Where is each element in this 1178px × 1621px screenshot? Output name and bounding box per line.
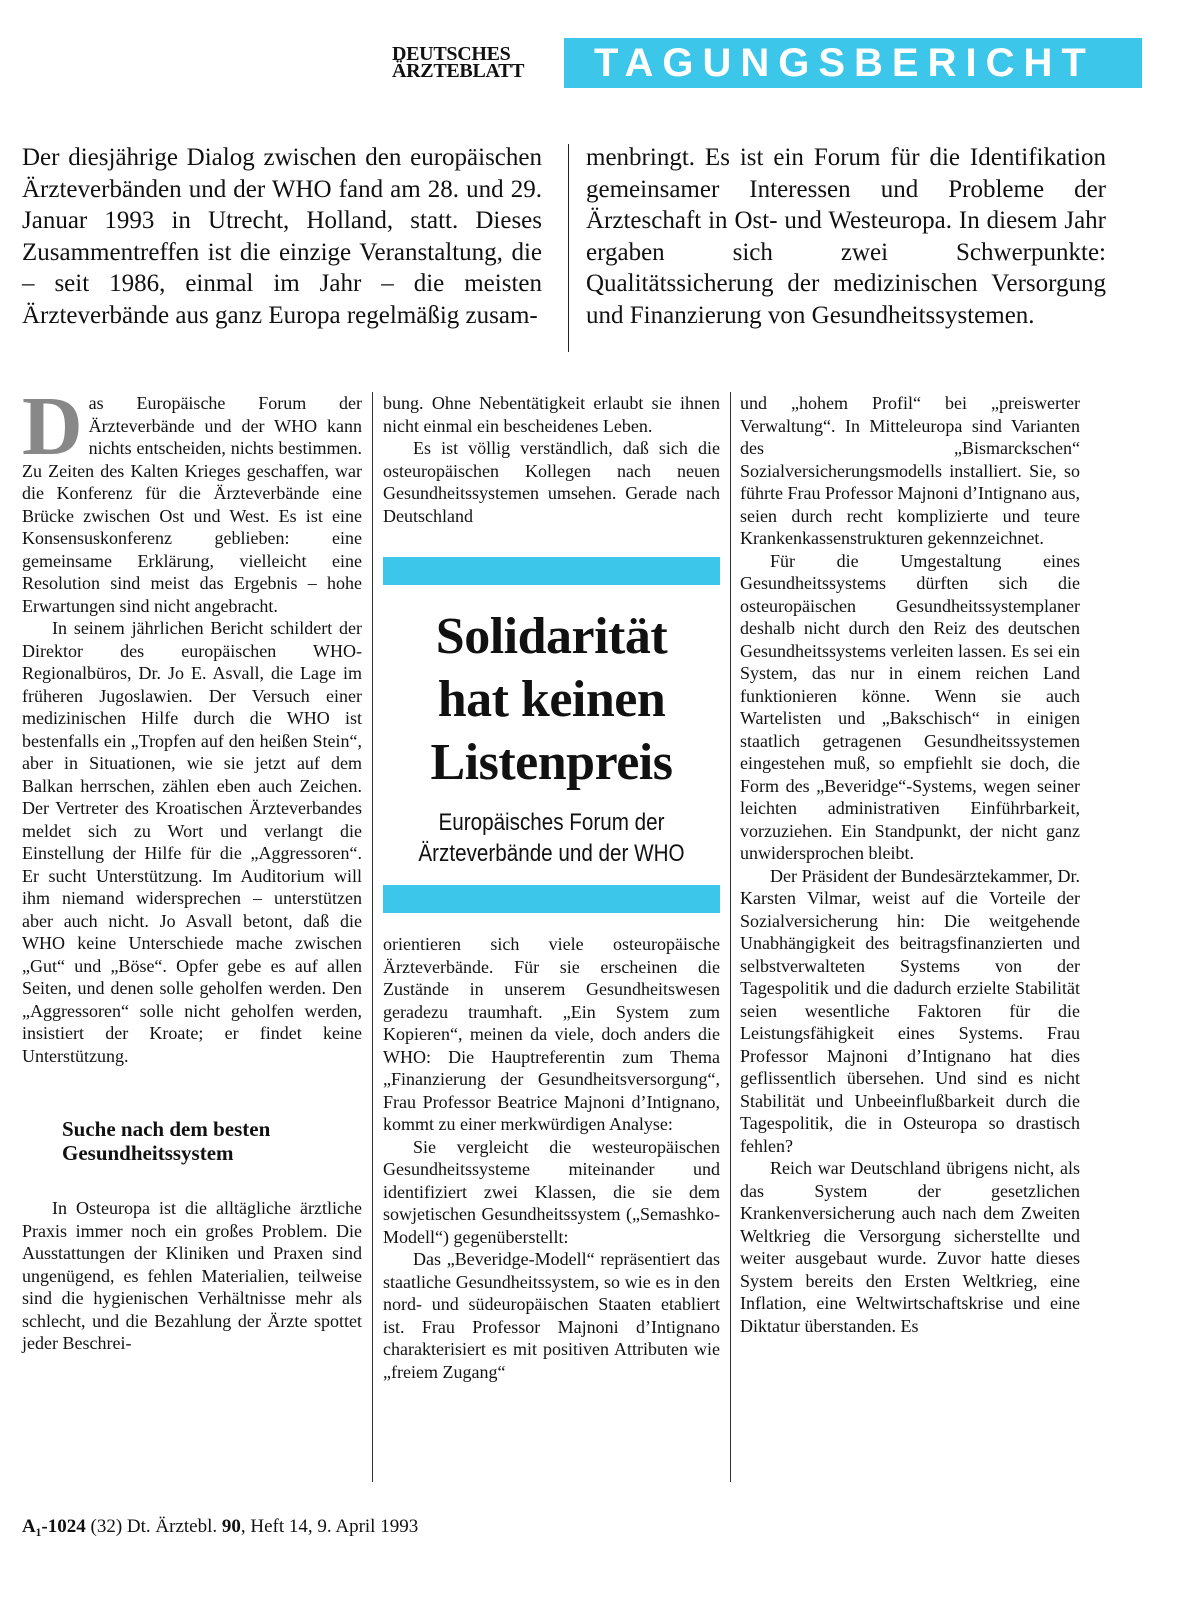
citation-volume: 90: [221, 1516, 241, 1537]
article-column-1: [22, 380, 362, 1355]
paragraph: Für die Umgestaltung eines Gesundheitssystems dürften sich die osteuropäischen Gesundheitssystemplaner deshalb nicht durch den Reiz des deutschen Gesundheitssystems verleiten lassen. Es sei ein System, das nur in einem reichen Land funktionieren könne. Wenn sie auch Wartelisten und „Bakschisch“ in einigen staatlich getragenen Gesundheitssystemen eingestehen muß, so empfiehlt sie doch, die Form des „Beveridge“-Systems, wegen seiner leichten administrativen Einführbarkeit, vorzuziehen. Ein Standpunkt, der nicht ganz unwidersprochen bleibt.: [740, 550, 1080, 863]
masthead: [392, 38, 1142, 86]
paragraph: [22, 380, 362, 617]
column-divider-2: [730, 392, 731, 1482]
lead-column-left: Der diesjährige Dialog zwischen den europäischen Ärzteverbänden und der WHO fand am 28. und 29. Januar 1993 in Utrecht, Holland, statt. Dieses Zusammentreffen ist die einzige Veranstaltung, die – seit 1986, einmal im Jahr – die meisten Ärzteverbände aus ganz Europa regelmäßig zusam-: [22, 144, 542, 329]
paragraph: und „hohem Profil“ bei „preiswerter Verwaltung“. In Mitteleuropa sind Varianten des „Bismarckschen“ Sozialversicherungsmodells installiert. Sie, so führte Frau Professor Majnoni d’Intignano aus, seien durch recht komplizierte und teure Krankenkassenstrukturen gekennzeichnet.: [740, 393, 1080, 548]
pullout-headline-box: [383, 557, 720, 913]
citation-suffix: , Heft 14, 9. April 1993: [240, 1516, 419, 1537]
page-footer: [22, 1516, 418, 1538]
paragraph: Reich war Deutschland übrigens nicht, als das System der gesetzlichen Krankenversicherung auch nach dem Zweiten Weltkrieg die Versorgung sicherstellte und weiter ausgebaut wurde. Zuvor hatte dieses System bereits den Ersten Weltkrieg, eine Inflation, eine Weltwirtschaftskrise und eine Diktatur überstanden. Es: [740, 1158, 1080, 1336]
paragraph: orientieren sich viele osteuropäische Ärzteverbände. Für sie erscheinen die Zustände in unserem Gesundheitswesen geradezu traumhaft. „Ein System zum Kopieren“, meinen da viele, doch anders die WHO: Die Hauptreferentin zum Thema „Finanzierung der Gesundheitsversorgung“, Frau Professor Beatrice Majnoni d’Intignano, kommt zu einer merkwürdigen Analyse:: [383, 934, 720, 1134]
lead-column-right: menbringt. Es ist ein Forum für die Identifikation gemeinsamer Interessen und Probleme der Ärzteschaft in Ost- und Westeuropa. In diesem Jahr ergaben sich zwei Schwerpunkte: Qualitätssicherung der medizinischen Versorgung und Finanzierung von Gesundheitssystemen.: [586, 144, 1106, 329]
paragraph-text: as Europäische Forum der Ärzteverbände und der WHO kann nichts entscheiden, nichts bestimmen. Zu Zeiten des Kalten Krieges geschaffen, war die Konferenz für die Ärzteverbände eine Brücke zwischen Ost und West. Es ist eine Konsensuskonferenz geblieben: eine gemeinsame Erklärung, vielleicht eine Resolution sind meist das Ergebnis – hohe Erwartungen sind nicht angebracht.: [22, 393, 362, 616]
paragraph: In seinem jährlichen Bericht schildert der Direktor des europäischen WHO-Regionalbüros, Dr. Jo E. Asvall, die Lage im früheren Jugoslawien. Der Versuch einer medizinischen Hilfe durch die WHO ist bestenfalls ein „Tropfen auf den heißen Stein“, aber in Situationen, wie sie jetzt auf dem Balkan herrschen, zählen eben auch Zeichen. Der Vertreter des Kroatischen Ärzteverbandes meldet sich zu Wort und verlangt die Einstellung der Hilfe für die „Aggressoren“. Er sucht Unterstützung. Im Auditorium will ihm niemand widersprechen – unterstützen aber auch nicht. Jo Asvall betont, daß die WHO keine Unterschiede mache zwischen „Gut“ und „Böse“. Opfer gebe es auf allen Seiten, und denen solle geholfen werden. Den „Aggressoren“ solle nicht geholfen werden, insistiert der Kroate; er findet keine Unterstützung.: [22, 618, 362, 1066]
column-divider-1: [372, 392, 373, 1482]
article-headline: [383, 605, 720, 794]
headline-line: Listenpreis: [430, 734, 673, 791]
headline-line: hat keinen: [437, 671, 666, 728]
article-column-3: [740, 392, 1080, 1337]
article-column-2: [383, 392, 720, 1383]
lead-divider: [568, 144, 569, 352]
paragraph: Der Präsident der Bundesärztekammer, Dr. Karsten Vilmar, weist auf die Vorteile der Sozialversicherung hin: Die weitgehende Unabhängigkeit des beitragsfinanzierten und selbstverwalteten Systems von der Tagespolitik und die dadurch erzielte Stabilität seien wesentliche Faktoren für die Leistungsfähigkeit eines Systems. Frau Professor Majnoni d’Intignano hat dies geflissentlich übersehen. Und sind es nicht Stabilität und Unbeeinflußbarkeit durch die Tagespolitik, die in Osteuropa so drastisch fehlen?: [740, 865, 1080, 1156]
page-code: A₁-1024: [22, 1516, 86, 1537]
citation-prefix: (32) Dt. Ärztebl.: [90, 1516, 218, 1537]
paragraph: bung. Ohne Nebentätigkeit erlaubt sie ihnen nicht einmal ein bescheidenes Leben.: [383, 393, 720, 436]
journal-logo: [392, 43, 525, 82]
accent-bar-top: [383, 557, 720, 585]
journal-logo-line2: ÄRZTEBLATT: [392, 60, 525, 82]
paragraph: Es ist völlig verständlich, daß sich die osteuropäischen Kollegen nach neuen Gesundheitssystemen umsehen. Gerade nach Deutschland: [383, 438, 720, 526]
paragraph: Das „Beveridge-Modell“ repräsentiert das staatliche Gesundheitssystem, so wie es in den nord- und südeuropäischen Staaten etabliert ist. Frau Professor Majnoni d’Intignano charakterisiert es mit positiven Attributen wie „freiem Zugang“: [383, 1249, 720, 1382]
drop-cap: D: [22, 380, 83, 473]
journal-logo-line1: DEUTSCHES: [392, 43, 511, 65]
paragraph: In Osteuropa ist die alltägliche ärztliche Praxis immer noch ein großes Problem. Die Ausstattungen der Kliniken und Praxen sind ungenügend, es fehlen Materialien, teilweise sind die hygienischen Verhältnisse mehr als schlecht, und die Bezahlung der Ärzte spottet jeder Beschrei-: [22, 1198, 362, 1353]
accent-bar-bottom: [383, 885, 720, 913]
subheadline-line: Europäisches Forum der: [438, 809, 665, 836]
section-banner: TAGUNGSBERICHT: [564, 38, 1142, 88]
section-subheading: Suche nach dem besten Gesundheitssystem: [62, 1117, 271, 1165]
headline-line: Solidarität: [435, 608, 668, 665]
lead-intro: [22, 142, 1122, 362]
paragraph: Sie vergleicht die westeuropäischen Gesundheitssysteme miteinander und identifiziert zwei Klassen, die sie dem sowjetischen Gesundheitssystem („Semashko-Modell“) gegenüberstellt:: [383, 1136, 720, 1247]
article-subheadline: [407, 807, 697, 869]
subheadline-line: Ärzteverbände und der WHO: [418, 840, 685, 867]
